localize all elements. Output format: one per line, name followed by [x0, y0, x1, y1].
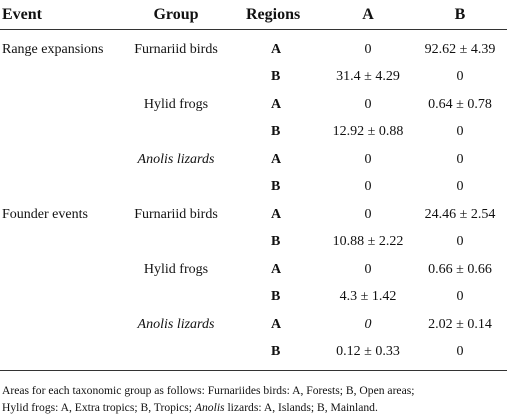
cell-b: 92.62 ± 4.39 [424, 41, 496, 57]
cell-event [0, 256, 114, 284]
cell-a: 0 [364, 206, 372, 222]
table-row [0, 64, 507, 92]
cell-b: 0 [413, 339, 507, 371]
cell-region: A [271, 316, 282, 332]
cell-group: Furnariid birds [134, 41, 218, 57]
table-footnote [2, 382, 505, 416]
table-header-row [0, 0, 507, 30]
table-row [0, 119, 507, 147]
cell-a: 0 [364, 261, 372, 277]
cell-group: Hylid frogs [143, 261, 209, 277]
cell-event [0, 64, 114, 92]
cell-event [0, 229, 114, 257]
cell-a: 0 [364, 316, 372, 332]
cell-region: A [271, 96, 282, 112]
cell-b: 0 [456, 124, 464, 140]
cell-a: 10.88 ± 2.22 [332, 234, 404, 250]
cell-a: 0.12 ± 0.33 [323, 339, 413, 371]
cell-a: 4.3 ± 1.42 [339, 289, 397, 305]
cell-group: Furnariid birds [134, 206, 218, 222]
footnote-line-2-end: lizards: A, Islands; B, Mainland. [224, 401, 378, 414]
cell-b: 0 [456, 234, 464, 250]
cell-b: 2.02 ± 0.14 [428, 316, 492, 332]
footnote-anolis: Anolis [194, 401, 225, 414]
cell-a: 0 [364, 96, 372, 112]
cell-event [0, 146, 114, 174]
header-a: A [323, 0, 413, 30]
table-row [0, 229, 507, 257]
footnote-line-2: Hylid frogs: A, Extra tropics; B, Tropics; [2, 401, 195, 414]
cell-event [0, 119, 114, 147]
cell-region: B [271, 234, 281, 250]
cell-group [114, 174, 238, 202]
cell-region: A [271, 206, 282, 222]
cell-b: 0 [456, 69, 464, 85]
cell-region: B [271, 179, 281, 195]
footnote-line-1: Areas for each taxonomic group as follows: Furnariides birds: A, Forests; B, Open areas; [2, 384, 415, 397]
cell-event [0, 284, 114, 312]
table-row [0, 339, 507, 371]
cell-a: 12.92 ± 0.88 [332, 124, 404, 140]
header-group: Group [114, 0, 238, 30]
cell-event [0, 339, 114, 371]
cell-event [0, 91, 114, 119]
cell-region: B [271, 69, 281, 85]
cell-a: 0 [364, 179, 372, 195]
cell-region: A [271, 151, 282, 167]
table-row [0, 146, 507, 174]
cell-group [114, 229, 238, 257]
cell-region: B [238, 339, 323, 371]
cell-region: B [271, 289, 281, 305]
cell-event: Founder events [2, 206, 88, 222]
table-row [0, 91, 507, 119]
cell-b: 0.66 ± 0.66 [428, 261, 492, 277]
table-row [0, 256, 507, 284]
cell-b: 0.64 ± 0.78 [428, 96, 492, 112]
cell-group: Anolis lizards [137, 151, 215, 167]
table-row [0, 174, 507, 202]
cell-group [114, 339, 238, 371]
header-b: B [413, 0, 507, 30]
cell-event: Range expansions [2, 41, 104, 57]
cell-event [0, 311, 114, 339]
cell-event [0, 174, 114, 202]
cell-b: 0 [456, 151, 464, 167]
table-row [0, 284, 507, 312]
cell-region: A [271, 41, 282, 57]
cell-group [114, 119, 238, 147]
cell-group [114, 284, 238, 312]
cell-a: 0 [364, 151, 372, 167]
table-row [0, 201, 507, 229]
cell-a: 0 [364, 41, 372, 57]
cell-b: 0 [456, 179, 464, 195]
cell-group: Anolis lizards [137, 316, 215, 332]
cell-region: B [271, 124, 281, 140]
cell-b: 24.46 ± 2.54 [424, 206, 496, 222]
header-regions: Regions [238, 0, 323, 30]
header-event: Event [0, 0, 114, 30]
cell-group [114, 64, 238, 92]
table-row [0, 30, 507, 64]
cell-b: 0 [456, 289, 464, 305]
cell-region: A [271, 261, 282, 277]
table-row [0, 311, 507, 339]
cell-a: 31.4 ± 4.29 [336, 69, 400, 85]
cell-group: Hylid frogs [143, 96, 209, 112]
